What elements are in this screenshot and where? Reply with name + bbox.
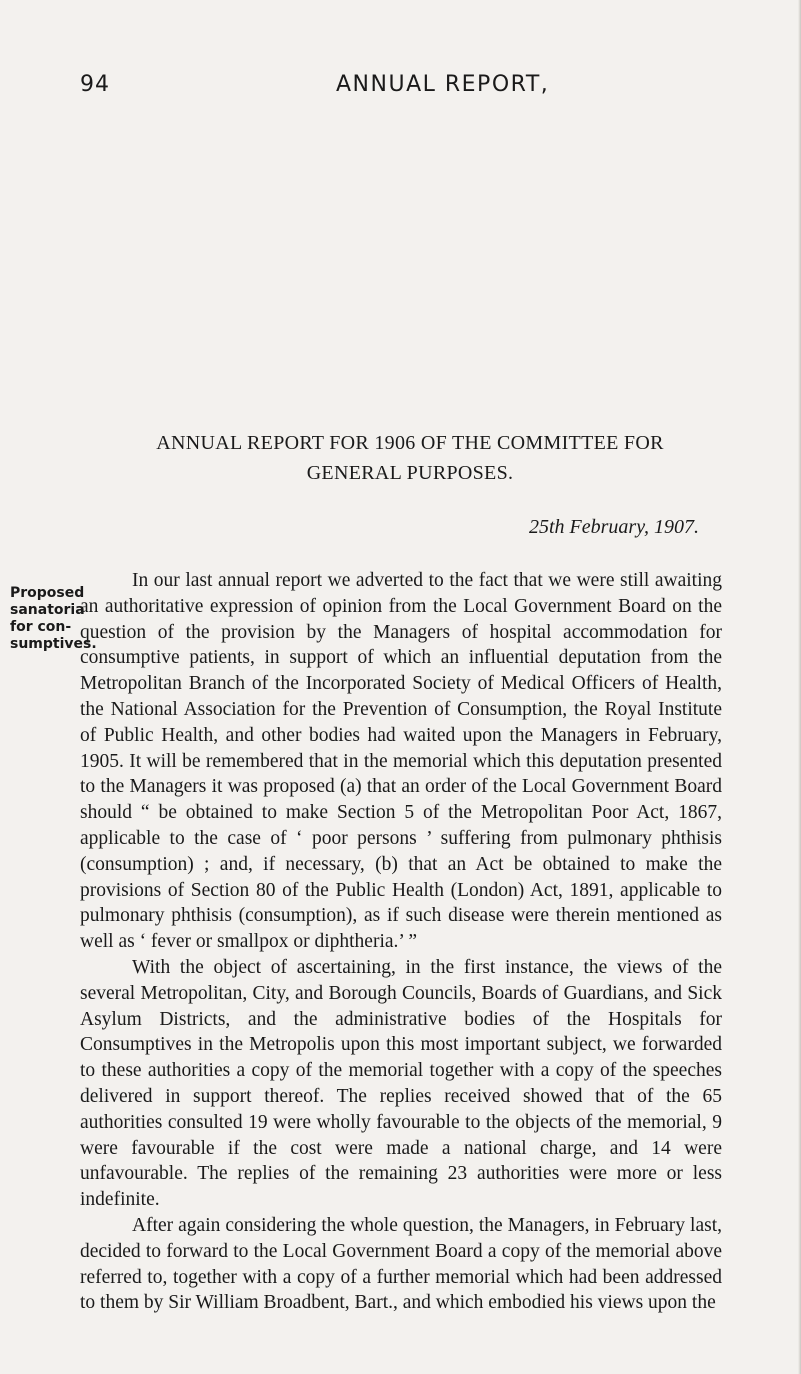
margin-note-line: sumptives. (10, 636, 97, 652)
paragraph: With the object of ascertaining, in the first instance, the views of the several Metropolitan, City, and Borough Councils, Boards of Guardians, and Sick Asylum Districts, and the administrative bodies of the Hospitals for Consumptives in the Metropolis upon this most important subject, we forwarded to these authorities a copy of the memorial together with a copy of the speeches delivered in support thereof. The replies received showed that of the 65 authorities consulted 19 were wholly favourable to the objects of the memorial, 9 were favourable if the cost were made a national charge, and 14 were unfavourable. The replies of the remaining 23 authorities were more or less indefinite. (80, 956, 722, 1211)
paragraph: After again considering the whole question, the Managers, in February last, decided to forward to the Local Government Board a copy of the memorial above referred to, together with a copy of a further memorial which had been addressed to them by Sir William Broadbent, Bart., and which embodied his views upon the (80, 1214, 722, 1314)
margin-note-line: sanatoria (10, 602, 85, 618)
paragraph: In our last annual report we adverted to the fact that we were still awaiting an authoritative expression of opinion from the Local Government Board on the question of the provision by the Managers of hospital accommodation for consumptive patients, in support of which an influential deputation from the Metropolitan Branch of the Incorporated Society of Medical Officers of Health, the National Association for the Prevention of Consumption, the Royal Institute of Public Health, and other bodies had waited upon the Managers in February, 1905. It will be remembered that in the memorial which this deputation presented to the Managers it was proposed (a) that an order of the Local Government Board should “ be obtained to make Section 5 of the Metropolitan Poor Act, 1867, applicable to the case of ‘ poor persons ’ suffering from pulmonary phthisis (consumption) ; and, if necessary, (b) that an Act be obtained to make the provisions of Section 80 of the Public Health (London) Act, 1891, applicable to pulmonary phthisis (consumption), as if such disease were therein mentioned as well as ‘ fever or smallpox or diphtheria.’ ” (80, 570, 722, 953)
page-number: 94 (80, 72, 110, 97)
report-title (110, 428, 710, 488)
margin-note-line: Proposed (10, 585, 85, 601)
report-date: 25th February, 1907. (529, 516, 699, 538)
page-header (80, 72, 722, 112)
report-title-line-1: ANNUAL REPORT FOR 1906 OF THE COMMITTEE FOR (156, 432, 664, 454)
margin-note-line: for con- (10, 619, 72, 635)
running-head: ANNUAL REPORT, (336, 72, 550, 97)
body-text (80, 568, 722, 1316)
margin-note (10, 585, 97, 653)
report-title-line-2: GENERAL PURPOSES. (306, 462, 514, 484)
